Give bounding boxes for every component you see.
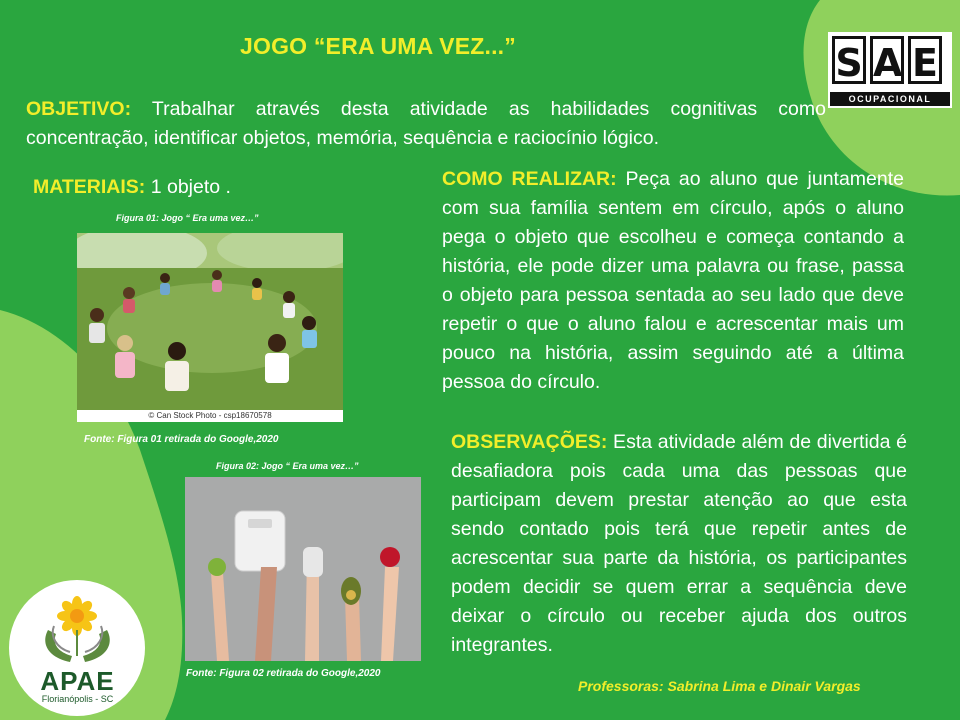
materiais-paragraph [33, 176, 231, 199]
materiais-label: MATERIAIS: [33, 176, 146, 198]
sae-logo [828, 32, 952, 108]
observacoes-paragraph [451, 428, 907, 660]
observacoes-label: OBSERVAÇÕES: [451, 431, 608, 453]
objetivo-text: Trabalhar através desta atividade as habilidades cognitivas como concentração, identificar objetos, memória, sequência e raciocínio lógico. [26, 98, 826, 149]
objetivo-paragraph [26, 95, 826, 153]
apae-logo [10, 590, 145, 708]
sunflower-hands-icon [10, 590, 145, 670]
figure1-watermark: © Can Stock Photo - csp18670578 [77, 410, 343, 422]
sae-letters [832, 36, 942, 84]
figure2-source: Fonte: Figura 02 retirada do Google,2020 [186, 668, 381, 679]
observacoes-text: Esta atividade além de divertida é desafiadora pois cada uma das pessoas que participam devem prestar atenção ao que esta sendo contado pois terá que repetir antes de acrescentar sua parte da história, os participantes podem decidir se quem errar a sequência deve deixar o círculo ou receber ajuda dos outros integrantes. [451, 431, 907, 656]
sae-letter-a: A [870, 36, 904, 84]
figure2-photo [185, 477, 421, 661]
footer-teachers: Professoras: Sabrina Lima e Dinair Vargas [578, 678, 861, 694]
raised-hands-objects-illustration [185, 477, 421, 661]
figure2-caption: Figura 02: Jogo “ Era uma vez…” [216, 461, 359, 471]
sae-letter-s: S [832, 36, 866, 84]
como-realizar-text: Peça ao aluno que juntamente com sua família sentem em círculo, após o aluno pega o objeto que escolheu e começa contando a história, ele pode dizer uma palavra ou frase, passa o objeto para pessoa sentada ao seu lado que deve repetir o que o aluno falou e acrescentar mais um pouco na história, assim seguindo até a última pessoa do círculo. [442, 168, 905, 393]
figure1-photo [77, 233, 343, 422]
sae-subtitle: OCUPACIONAL [830, 92, 950, 106]
family-circle-illustration [77, 233, 343, 422]
apae-city: Florianópolis - SC [41, 694, 114, 704]
figure1-source: Fonte: Figura 01 retirada do Google,2020 [84, 434, 279, 445]
apae-name: APAE [40, 666, 115, 696]
figure1-caption: Figura 01: Jogo “ Era uma vez…” [116, 213, 259, 223]
objetivo-label: OBJETIVO: [26, 98, 132, 120]
como-realizar-paragraph [442, 165, 904, 397]
sae-letter-e: E [908, 36, 942, 84]
materiais-text: 1 objeto . [145, 176, 231, 198]
page-title: JOGO “ERA UMA VEZ...” [240, 33, 516, 59]
como-realizar-label: COMO REALIZAR: [442, 168, 617, 190]
